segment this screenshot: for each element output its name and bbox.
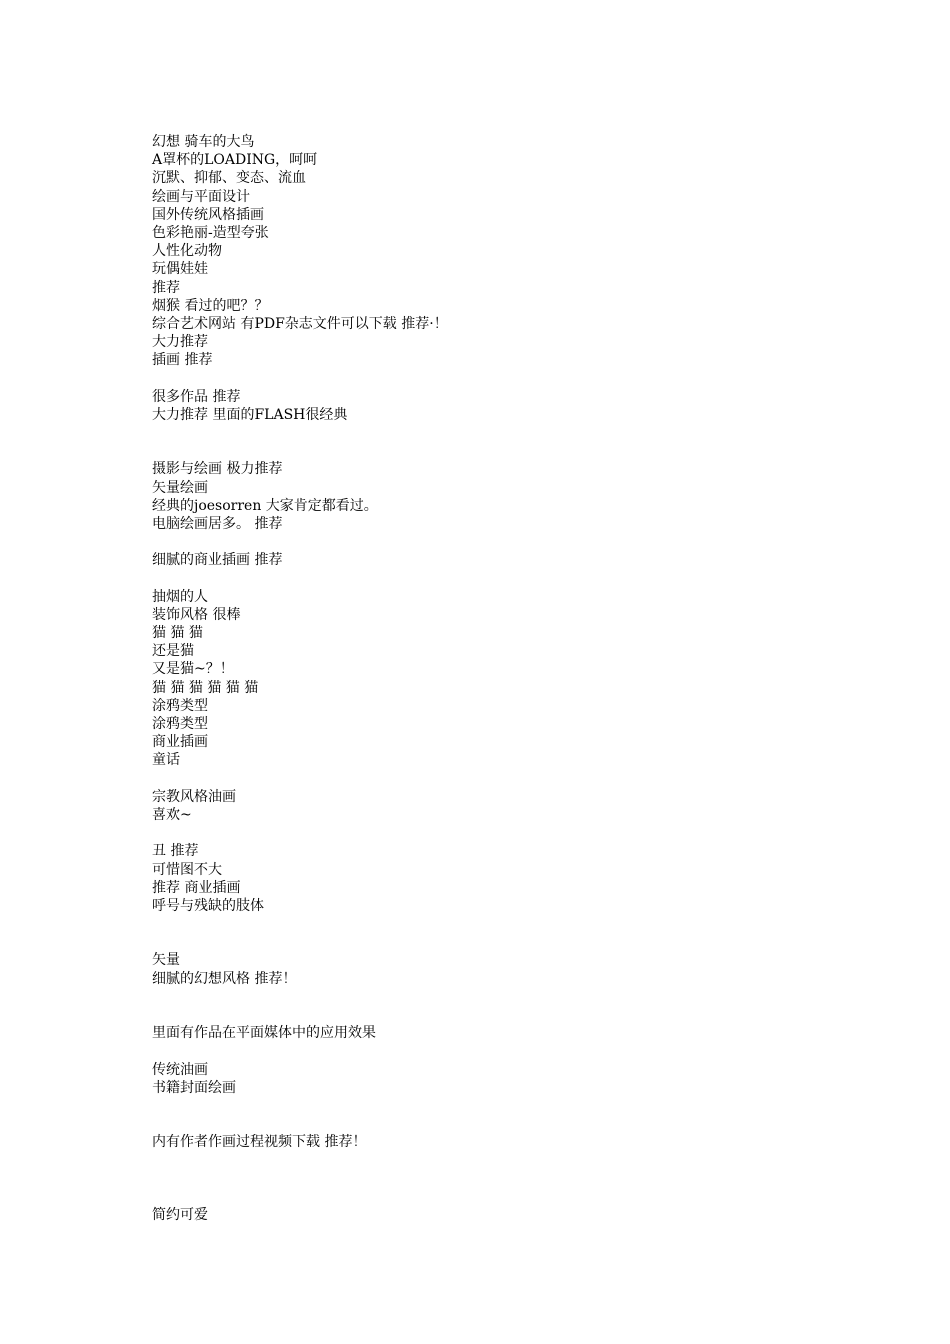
text-line: 宗教风格油画 — [152, 788, 236, 805]
text-line: 还是猫 — [152, 643, 194, 660]
text-line: 电脑绘画居多。 推荐 — [152, 515, 283, 532]
text-line: 很多作品 推荐 — [152, 388, 241, 405]
text-line — [152, 988, 852, 1006]
text-line: 内有作者作画过程视频下载 推荐！ — [152, 1134, 367, 1151]
text-line — [152, 933, 852, 951]
text-line: 推荐 商业插画 — [152, 879, 241, 896]
text-line: 幻想 骑车的大鸟 — [152, 134, 255, 150]
text-line — [152, 1042, 852, 1060]
document-body — [152, 133, 852, 1224]
text-line: 色彩艳丽-造型夸张 — [152, 224, 269, 241]
text-line: 装饰风格 很棒 — [152, 606, 241, 623]
text-line: 矢量绘画 — [152, 479, 208, 496]
text-line: 大力推荐 — [152, 334, 208, 351]
text-line: 大力推荐 里面的FLASH很经典 — [152, 406, 348, 423]
text-line: 可惜图不大 — [152, 861, 222, 878]
text-line: 人性化动物 — [152, 243, 222, 260]
text-line: 抽烟的人 — [152, 588, 208, 605]
text-line: 综合艺术网站 有PDF杂志文件可以下载 推荐·！ — [152, 315, 448, 332]
text-line: 摄影与绘画 极力推荐 — [152, 461, 283, 478]
text-line: 传统油画 — [152, 1061, 208, 1078]
text-line: 推荐 — [152, 279, 180, 296]
text-line: 涂鸦类型 — [152, 697, 208, 714]
text-line: 呼号与残缺的肢体 — [152, 897, 264, 914]
text-line: 矢量 — [152, 952, 180, 969]
text-line: 细腻的商业插画 推荐 — [152, 552, 283, 569]
text-line: 涂鸦类型 — [152, 716, 208, 732]
text-line: 童话 — [152, 752, 180, 769]
text-line — [152, 1115, 852, 1133]
text-line: 细腻的幻想风格 推荐！ — [152, 970, 297, 987]
text-line: 书籍封面绘画 — [152, 1079, 236, 1096]
text-line — [152, 1170, 852, 1188]
text-line — [152, 1188, 852, 1206]
text-line: 插画 推荐 — [152, 352, 213, 369]
text-line: 猫 猫 猫 — [152, 625, 203, 642]
text-line: 国外传统风格插画 — [152, 206, 264, 223]
text-line: 沉默、抑郁、变态、流血 — [152, 170, 306, 187]
text-line: 猫 猫 猫 猫 猫 猫 — [152, 679, 259, 696]
text-line — [152, 824, 852, 842]
text-line: 喜欢~ — [152, 806, 192, 823]
text-line — [152, 424, 852, 442]
text-line — [152, 1006, 852, 1024]
text-line — [152, 1152, 852, 1170]
text-line — [152, 770, 852, 788]
text-line — [152, 369, 852, 387]
text-line: 丑 推荐 — [152, 843, 199, 860]
text-line: 经典的joesorren 大家肯定都看过。 — [152, 497, 378, 514]
text-line — [152, 442, 852, 460]
text-line: 又是猫~？！ — [152, 661, 234, 678]
text-line: 绘画与平面设计 — [152, 188, 250, 205]
text-line — [152, 1097, 852, 1115]
text-line: 商业插画 — [152, 734, 208, 751]
text-line: 简约可爱 — [152, 1207, 208, 1224]
text-line — [152, 570, 852, 588]
text-line — [152, 915, 852, 933]
text-line: 玩偶娃娃 — [152, 261, 208, 278]
text-line — [152, 533, 852, 551]
text-line: A罩杯的LOADING，呵呵 — [152, 152, 318, 169]
text-line: 里面有作品在平面媒体中的应用效果 — [152, 1025, 376, 1042]
text-line: 烟猴 看过的吧？？ — [152, 297, 269, 314]
